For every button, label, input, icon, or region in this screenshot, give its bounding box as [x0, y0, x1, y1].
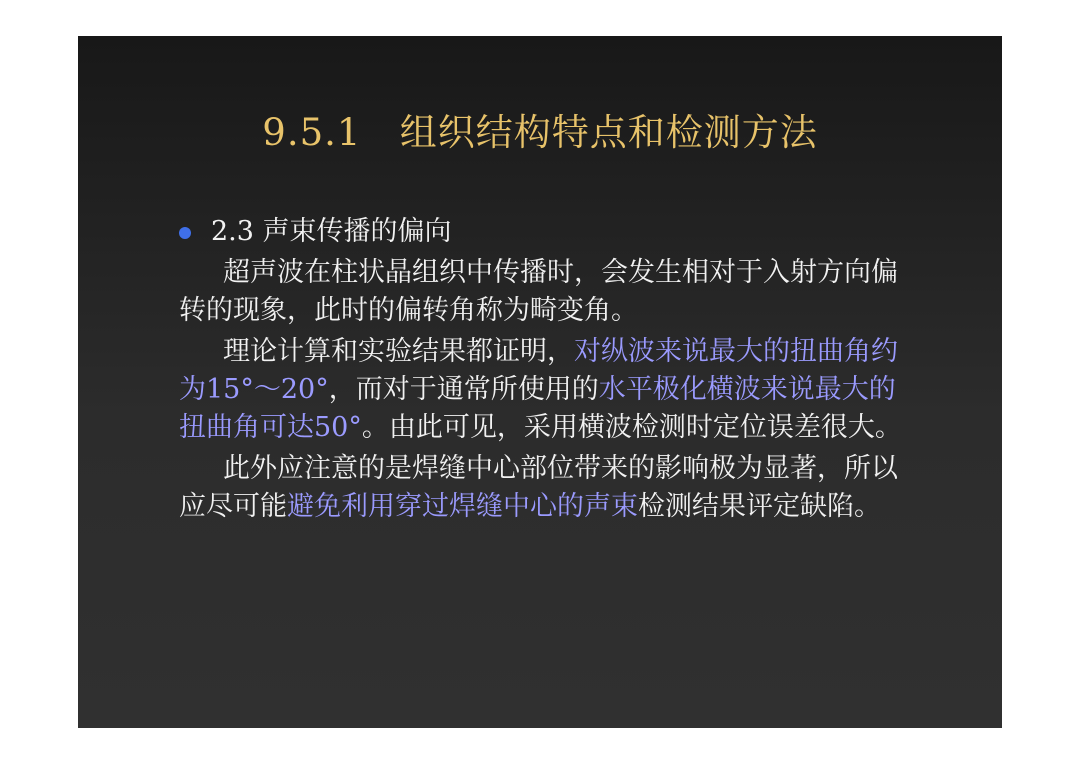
paragraph-2-highlight-2: 水平极化横波来说最大的扭曲角可达50° [179, 374, 896, 443]
paragraph-3 [179, 450, 909, 526]
slide [78, 36, 1002, 728]
slide-content [179, 213, 909, 526]
paragraph-3-text-1: 此外应注意的是焊缝中心部位带来的影响极为显著，所以应尽可能 [179, 453, 898, 522]
paragraph-3-highlight-1: 避免利用穿过焊缝中心的声束 [287, 491, 638, 522]
paragraph-2-text-1: 理论计算和实验结果都证明， [223, 336, 574, 367]
paragraph-3-text-2: 检测结果评定缺陷。 [638, 491, 881, 522]
slide-title: 9.5.1 组织结构特点和检测方法 [262, 111, 818, 154]
paragraph-2 [179, 333, 909, 447]
paragraph-2-text-2: ，而对于通常所使用的 [328, 374, 599, 405]
bullet-item [179, 213, 909, 251]
paragraph-2-text-3: 。由此可见，采用横波检测时定位误差很大。 [361, 412, 902, 443]
bullet-heading: 2.3 声束传播的偏向 [211, 216, 452, 247]
paragraph-1: 超声波在柱状晶组织中传播时，会发生相对于入射方向偏转的现象，此时的偏转角称为畸变角。 [179, 257, 898, 326]
bullet-dot-icon [179, 227, 191, 239]
paragraph-2-highlight-1: 对纵波来说最大的扭曲角约为15°～20° [179, 336, 898, 405]
